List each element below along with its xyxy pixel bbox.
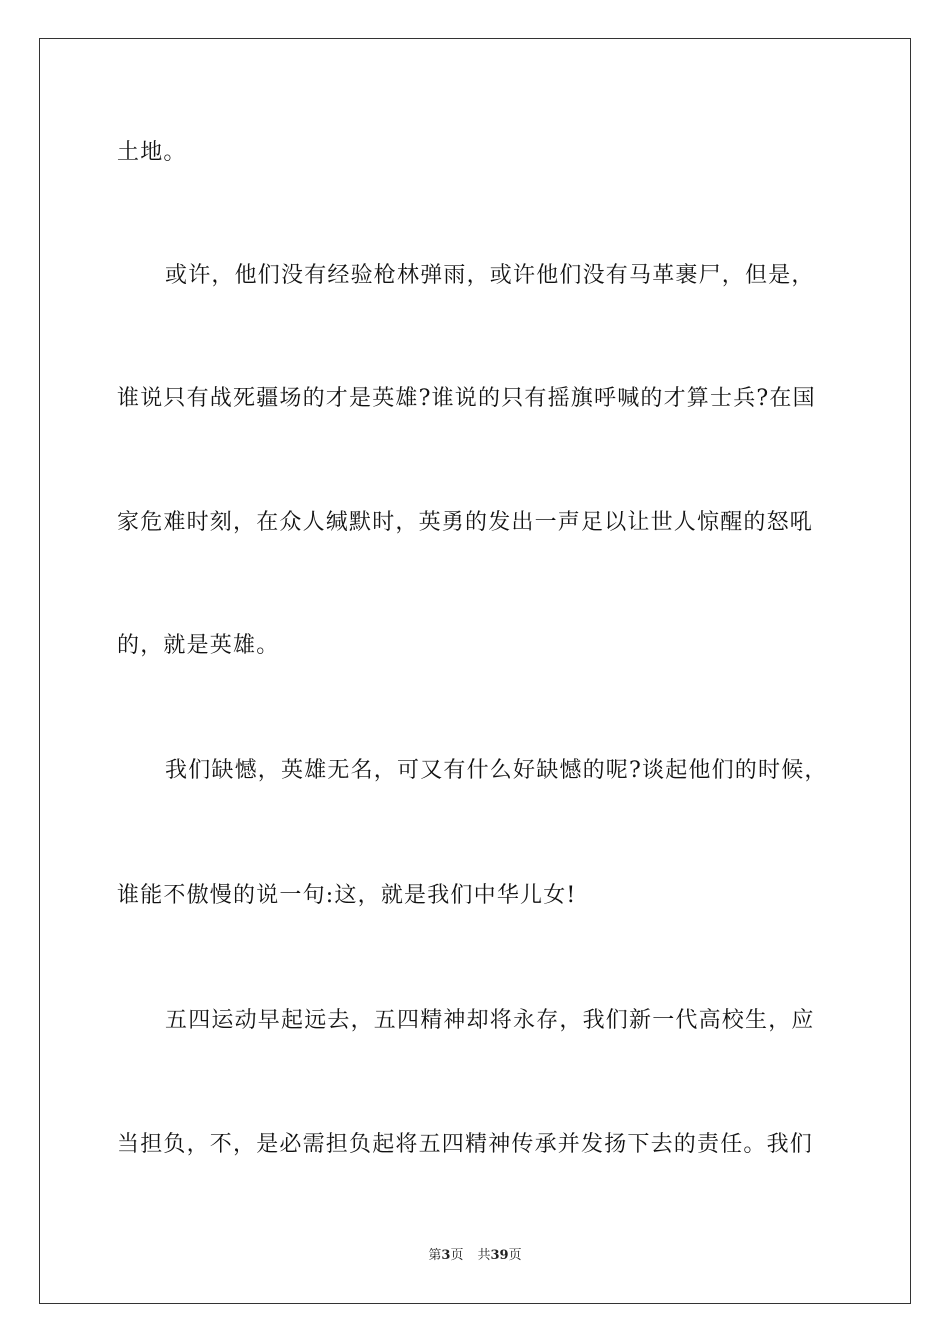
- total-pages: 39: [490, 1248, 509, 1263]
- page-footer: [0, 1247, 950, 1265]
- page-number: 3: [441, 1248, 451, 1263]
- text-line-5: 的，就是英雄。: [117, 633, 280, 658]
- page-border: [39, 38, 911, 1304]
- page-suffix: 页: [450, 1248, 464, 1263]
- text-line-1: 土地。: [117, 140, 187, 165]
- text-line-4: 家危难时刻，在众人缄默时，英勇的发出一声足以让世人惊醒的怒吼: [117, 510, 814, 535]
- total-suffix: 页: [508, 1248, 522, 1263]
- text-line-2: 或许，他们没有经验枪林弹雨，或许他们没有马革裹尸，但是，: [165, 263, 815, 288]
- page-prefix: 第: [428, 1248, 442, 1263]
- total-prefix: 共: [477, 1248, 491, 1263]
- text-line-6: 我们缺憾，英雄无名，可又有什么好缺憾的呢?谈起他们的时候，: [165, 758, 828, 783]
- text-line-7: 谁能不傲慢的说一句:这，就是我们中华儿女!: [117, 883, 577, 908]
- text-line-9: 当担负，不，是必需担负起将五四精神传承并发扬下去的责任。我们: [117, 1132, 814, 1157]
- text-line-3: 谁说只有战死疆场的才是英雄?谁说的只有摇旗呼喊的才算士兵?在国: [117, 386, 816, 411]
- text-line-8: 五四运动早起远去，五四精神却将永存，我们新一代高校生，应: [165, 1008, 815, 1033]
